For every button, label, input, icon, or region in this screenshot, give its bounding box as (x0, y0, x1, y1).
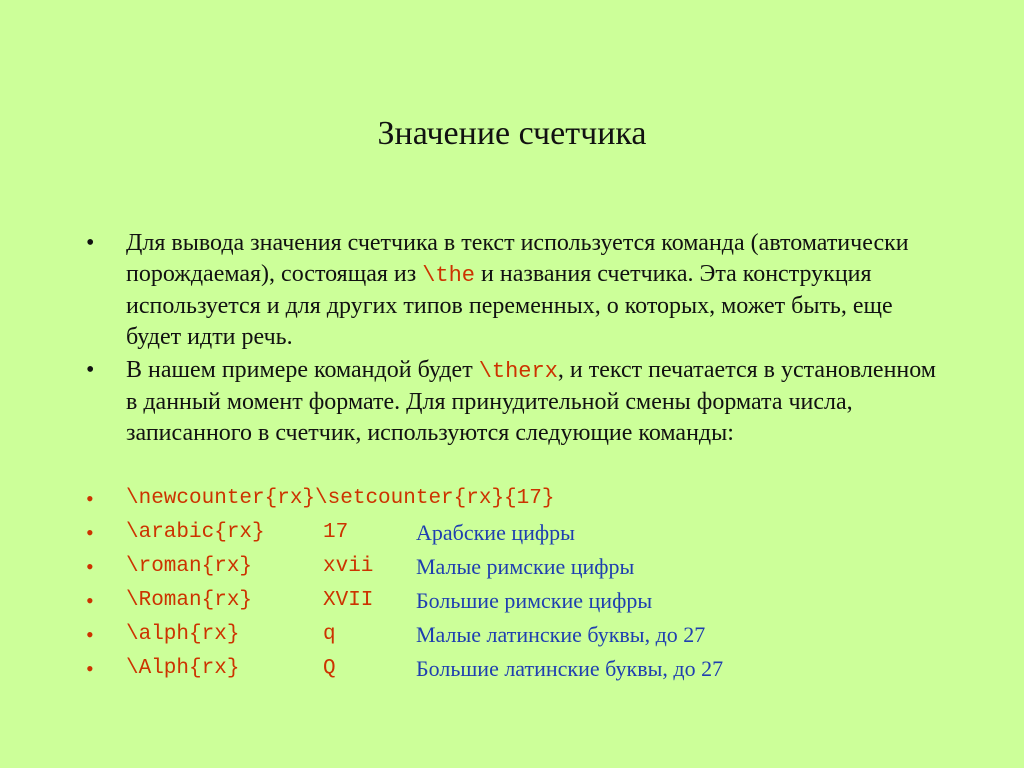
command-output: XVII (323, 589, 374, 612)
command-code: \Alph{rx} (126, 657, 240, 680)
command-code: \Roman{rx} (126, 589, 253, 612)
command-description: Арабские цифры (416, 520, 575, 545)
slide-title: Значение счетчика (377, 115, 647, 152)
paragraph-example (126, 355, 946, 449)
paragraph-text: Для вывода значения счетчика в текст используется команда (автоматически порождаемая), состоящая из (126, 230, 909, 287)
command-output: Q (323, 657, 336, 680)
bullet-marker: • (86, 622, 94, 647)
command-output: q (323, 623, 336, 646)
command-description: Большие римские цифры (416, 588, 653, 613)
command-code: \alph{rx} (126, 623, 240, 646)
bullet-marker: • (86, 520, 94, 545)
code-therx: \therx (478, 359, 558, 384)
paragraph-text: , и текст печатается в установленном в данный момент формате. Для принудительной смены формата числа, записанного в счетчик, используются следующие команды: (126, 357, 936, 446)
bullet-marker: • (86, 656, 94, 681)
paragraph-counter-output (126, 228, 946, 353)
command-description: Малые римские цифры (416, 554, 635, 579)
command-description: Малые латинские буквы, до 27 (416, 622, 706, 647)
bullet-marker: • (86, 554, 94, 579)
setup-command-code: \newcounter{rx}\setcounter{rx}{17} (126, 487, 555, 510)
paragraph-text: и названия счетчика. Эта конструкция используется и для других типов переменных, о которых, может быть, еще будет идти речь. (126, 261, 893, 350)
bullet-marker: • (86, 357, 95, 383)
bullet-marker: • (86, 230, 95, 256)
bullet-marker: • (86, 588, 94, 613)
code-the: \the (422, 263, 476, 288)
command-output: 17 (323, 521, 349, 544)
command-description: Большие латинские буквы, до 27 (416, 656, 724, 681)
command-code: \roman{rx} (126, 555, 253, 578)
bullet-marker: • (86, 486, 94, 511)
command-code: \arabic{rx} (126, 521, 265, 544)
command-output: xvii (323, 555, 374, 578)
paragraph-text: В нашем примере командой будет (126, 357, 479, 383)
